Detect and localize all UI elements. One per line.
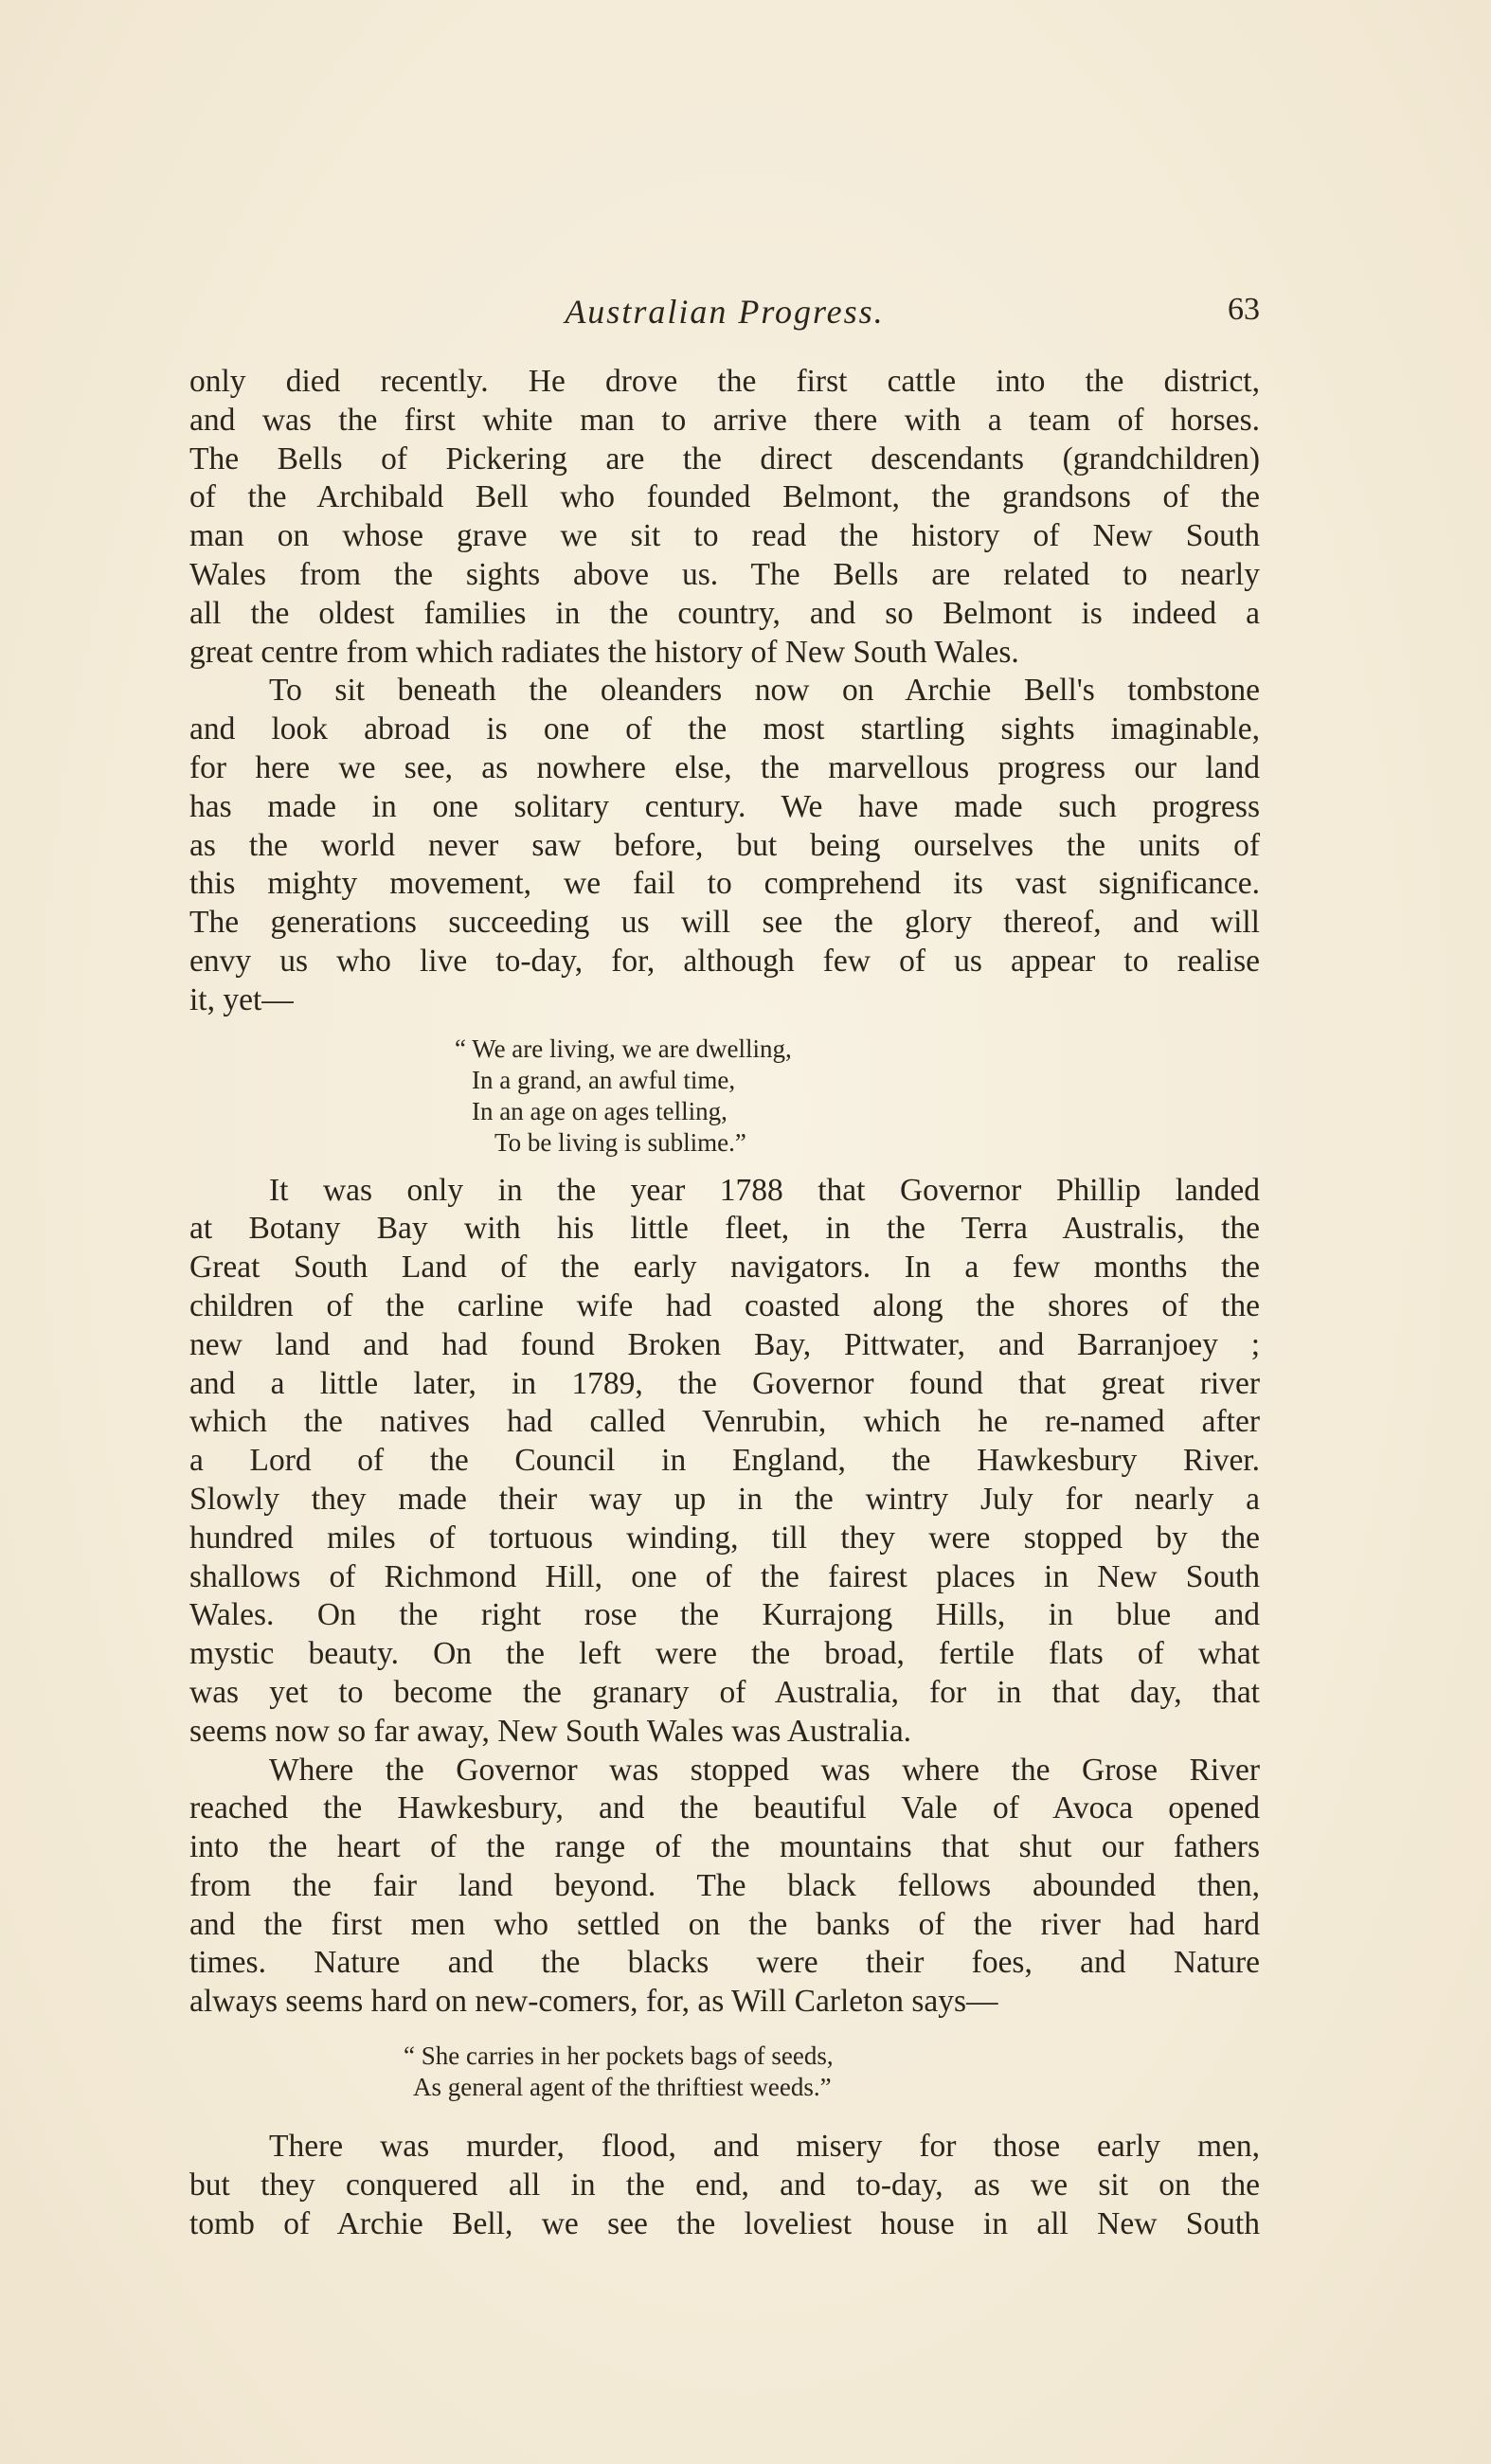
paragraph (189, 2128, 1260, 2243)
poem-quote-longfellow (189, 1034, 1260, 1159)
poem-line: “ She carries in her pockets bags of seeds, (404, 2041, 834, 2071)
text-line: Wales from the sights above us. The Bells are related to nearly (189, 556, 1260, 592)
text-line: man on whose grave we sit to read the history of New South (189, 518, 1260, 554)
text-line: Where the Governor was stopped was where the Grose River (269, 1752, 1260, 1788)
text-line: was yet to become the granary of Australia, for in that day, that (189, 1674, 1260, 1710)
text-line: and look abroad is one of the most startling sights imaginable, (189, 711, 1260, 747)
poem-line: As general agent of the thriftiest weeds.” (413, 2073, 832, 2102)
text-line: To sit beneath the oleanders now on Archie Bell's tombstone (269, 673, 1260, 709)
text-line: always seems hard on new-comers, for, as Will Carleton says— (189, 1984, 998, 2020)
page-header (189, 292, 1260, 339)
text-line: There was murder, flood, and misery for those early men, (269, 2129, 1260, 2165)
text-line: a Lord of the Council in England, the Hawkesbury River. (189, 1443, 1260, 1479)
poem-quote-carleton (189, 2041, 1260, 2103)
paragraph (189, 363, 1260, 672)
poem-line: In a grand, an awful time, (472, 1065, 736, 1094)
paragraph (189, 1172, 1260, 1752)
text-line: and was the first white man to arrive there with a team of horses. (189, 402, 1260, 438)
text-line: has made in one solitary century. We have made such progress (189, 788, 1260, 824)
text-line: Slowly they made their way up in the wintry July for nearly a (189, 1481, 1260, 1517)
text-line: and the first men who settled on the banks of the river had hard (189, 1906, 1260, 1942)
body-section-3 (189, 2128, 1260, 2243)
text-line: reached the Hawkesbury, and the beautiful Vale of Avoca opened (189, 1790, 1260, 1826)
text-line: all the oldest families in the country, and so Belmont is indeed a (189, 595, 1260, 631)
text-line: for here we see, as nowhere else, the marvellous progress our land (189, 749, 1260, 785)
text-line: from the fair land beyond. The black fellows abounded then, (189, 1867, 1260, 1903)
text-line: Great South Land of the early navigators. In a few months the (189, 1250, 1260, 1286)
text-line: only died recently. He drove the first cattle into the district, (189, 364, 1260, 399)
text-line: seems now so far away, New South Wales was Australia. (189, 1713, 912, 1749)
text-line: as the world never saw before, but being ourselves the units of (189, 827, 1260, 863)
text-line: The generations succeeding us will see the glory thereof, and will (189, 905, 1260, 941)
text-line: times. Nature and the blacks were their foes, and Nature (189, 1945, 1260, 1981)
poem-line: “ We are living, we are dwelling, (455, 1034, 792, 1063)
text-line: of the Archibald Bell who founded Belmont, the grandsons of the (189, 479, 1260, 515)
poem-line: To be living is sublime.” (494, 1127, 746, 1157)
text-line: great centre from which radiates the history of New South Wales. (189, 634, 1019, 670)
paragraph (189, 1752, 1260, 2023)
text-line: envy us who live to-day, for, although few of us appear to realise (189, 943, 1260, 979)
text-line: children of the carline wife had coasted along the shores of the (189, 1287, 1260, 1323)
text-line: Wales. On the right rose the Kurrajong Hills, in blue and (189, 1597, 1260, 1633)
poem-line: In an age on ages telling, (472, 1096, 728, 1125)
page-body (189, 363, 1260, 2243)
page-number: 63 (1228, 292, 1260, 327)
text-line: but they conquered all in the end, and to-day, as we sit on the (189, 2167, 1260, 2203)
text-line: hundred miles of tortuous winding, till they were stopped by the (189, 1520, 1260, 1556)
text-line: this mighty movement, we fail to comprehend its vast significance. (189, 866, 1260, 902)
text-line: at Botany Bay with his little fleet, in the Terra Australis, the (189, 1211, 1260, 1247)
body-section-1 (189, 363, 1260, 1020)
body-section-2 (189, 1172, 1260, 2023)
text-line: tomb of Archie Bell, we see the loveliest house in all New South (189, 2205, 1260, 2241)
text-line: it, yet— (189, 981, 294, 1017)
text-line: It was only in the year 1788 that Governor Phillip landed (269, 1172, 1260, 1208)
text-line: shallows of Richmond Hill, one of the fairest places in New South (189, 1558, 1260, 1594)
running-title: Australian Progress. (565, 293, 885, 331)
text-line: which the natives had called Venrubin, which he re-named after (189, 1404, 1260, 1440)
text-line: into the heart of the range of the mountains that shut our fathers (189, 1829, 1260, 1865)
text-line: The Bells of Pickering are the direct descendants (grandchildren) (189, 441, 1260, 477)
paragraph (189, 672, 1260, 1019)
text-line: mystic beauty. On the left were the broad, fertile flats of what (189, 1636, 1260, 1672)
text-line: and a little later, in 1789, the Governor found that great river (189, 1365, 1260, 1401)
text-line: new land and had found Broken Bay, Pittwater, and Barranjoey ; (189, 1326, 1260, 1362)
